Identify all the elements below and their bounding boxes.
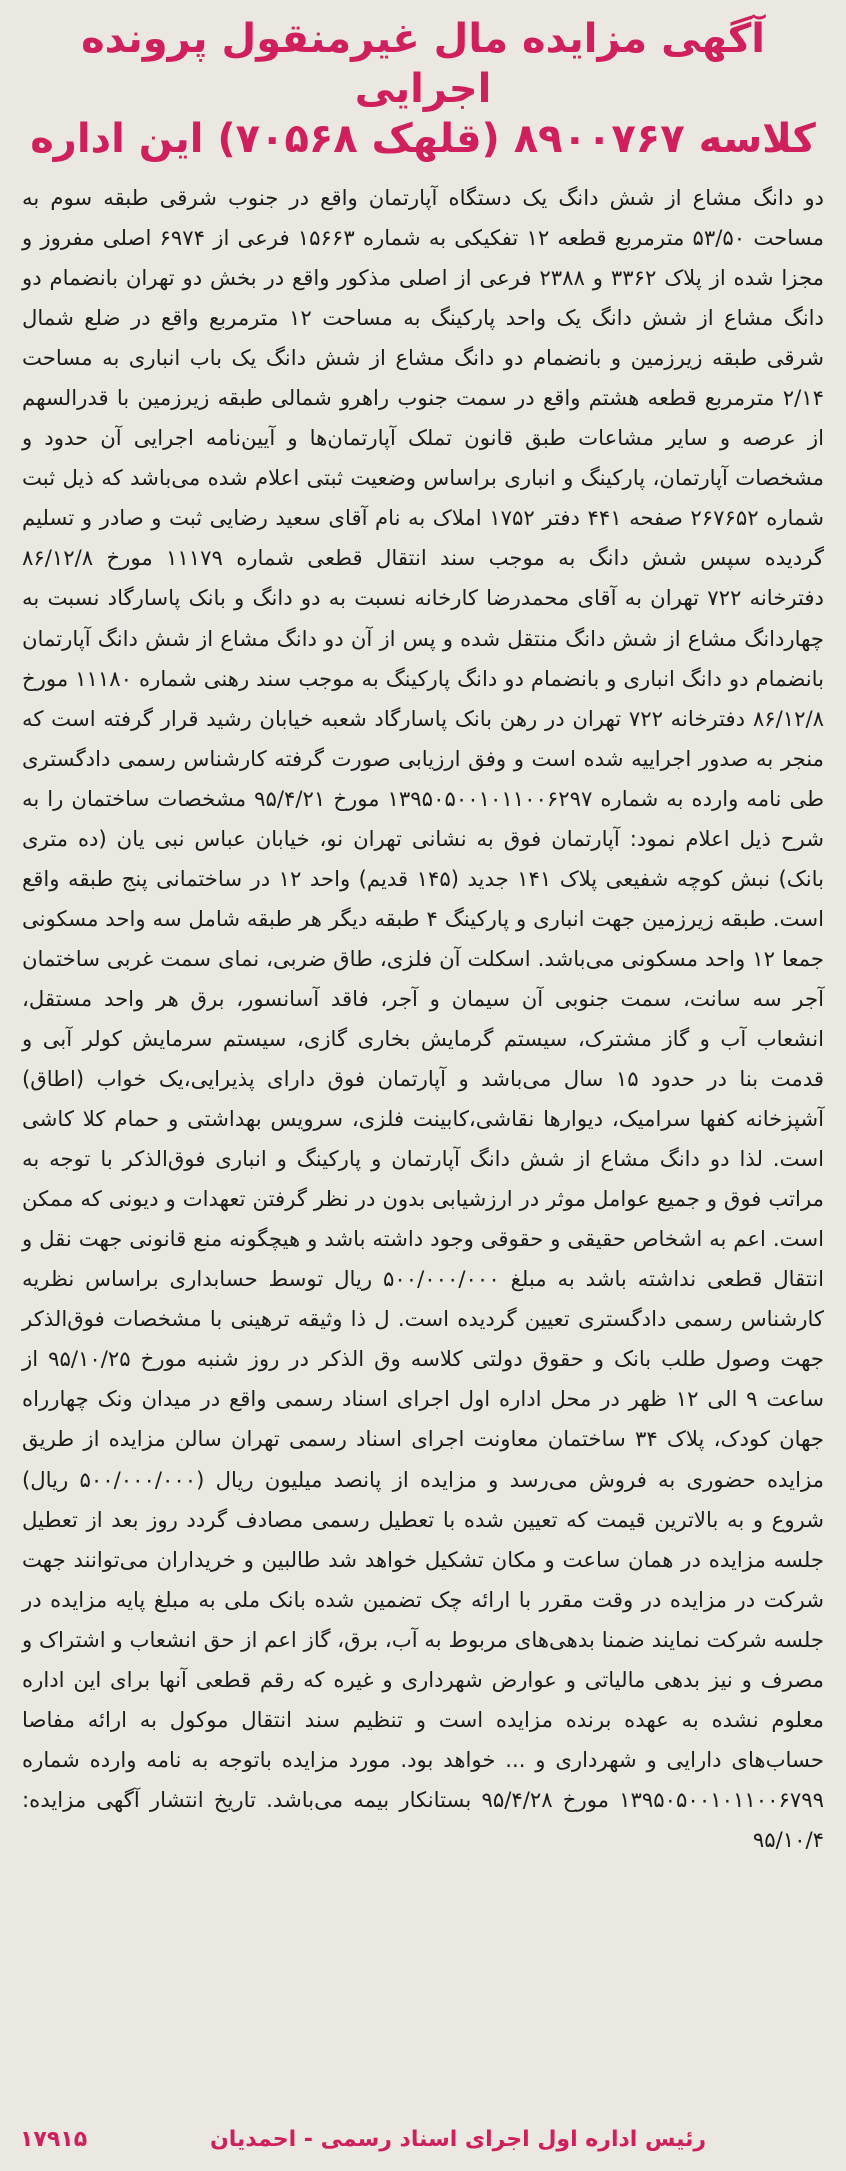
notice-body: دو دانگ مشاع از شش دانگ یک دستگاه آپارتمان واقع در جنوب شرقی طبقه سوم به مساحت ۵۳/۵۰ مترمربع قطعه ۱۲ تفکیکی به شماره ۱۵۶۶۳ فرعی از ۶۹۷۴ اصلی مفروز و مجزا شده از پلاک ۳۳۶۲ و ۲۳۸۸ فرعی از اصلی مذکور واقع در بخش دو تهران بانضمام دو دانگ مشاع از شش دانگ یک واحد پارکینگ به مساحت ۱۲ مترمربع واقع در ضلع شمال شرقی طبقه زیرزمین و بانضمام دو دانگ مشاع از شش دانگ یک باب انباری به مساحت ۲/۱۴ مترمربع قطعه هشتم واقع در سمت جنوب راهرو شمالی طبقه زیرزمین با قدرالسهم از عرصه و سایر مشاعات طبق قانون تملک آپارتمان‌ها و آیین‌نامه اجرایی آن حدود و مشخصات آپارتمان، پارکینگ و انباری براساس وضعیت ثبتی اعلام شده می‌باشد که ذیل ثبت شماره ۲۶۷۶۵۲ صفحه ۴۴۱ دفتر ۱۷۵۲ املاک به نام آقای سعید رضایی ثبت و صادر و تسلیم گردیده سپس شش دانگ به موجب سند انتقال قطعی شماره ۱۱۱۷۹ مورخ ۸۶/۱۲/۸ دفترخانه ۷۲۲ تهران به آقای محمدرضا کارخانه نسبت به دو دانگ و بانک پاسارگاد نسبت به چهاردانگ مشاع از شش دانگ منتقل شده و پس از آن دو دانگ مشاع از شش دانگ آپارتمان بانضمام دو دانگ انباری و بانضمام دو دانگ پارکینگ به موجب سند رهنی شماره ۱۱۱۸۰ مورخ ۸۶/۱۲/۸ دفترخانه ۷۲۲ تهران در رهن بانک پاسارگاد شعبه خیابان رشید قرار گرفته است که منجر به صدور اجراییه شده است و وفق ارزیابی صورت گرفته کارشناس رسمی دادگستری طی نامه وارده به شماره ۱۳۹۵۰۵۰۰۱۰۱۱۰۰۶۲۹۷ مورخ ۹۵/۴/۲۱ مشخصات ساختمان را به شرح ذیل اعلام نمود: آپارتمان فوق به نشانی تهران نو، خیابان عباس نبی یان (ده متری بانک) نبش کوچه شفیعی پلاک ۱۴۱ جدید (۱۴۵ قدیم) واحد ۱۲ در ساختمانی پنج طبقه واقع است. طبقه زیرزمین جهت انباری و پارکینگ ۴ طبقه دیگر هر طبقه شامل سه واحد مسکونی جمعا ۱۲ واحد مسکونی می‌باشد. اسکلت آن فلزی، طاق ضربی، نمای سمت غربی ساختمان آجر سه سانت، سمت جنوبی آن سیمان و آجر، فاقد آسانسور، برق هر واحد مستقل، انشعاب آب و گاز مشترک، سیستم گرمایش بخاری گازی، سیستم سرمایش کولر آبی و قدمت بنا در حدود ۱۵ سال می‌باشد و آپارتمان فوق دارای پذیرایی،یک خواب (اطاق) آشپزخانه کفها سرامیک، دیوارها نقاشی،کابینت فلزی، سرویس بهداشتی و حمام کلا کاشی است. لذا دو دانگ مشاع از شش دانگ آپارتمان و پارکینگ و انباری فوق‌الذکر با توجه به مراتب فوق و جمیع عوامل موثر در ارزشیابی بدون در نظر گرفتن تعهدات و دیونی که ممکن است. اعم به اشخاص حقیقی و حقوقی وجود داشته باشد و هیچگونه منع قانونی جهت نقل و انتقال قطعی نداشته باشد به مبلغ ۵۰۰/۰۰۰/۰۰۰ ریال توسط حسابداری براساس نظریه کارشناس رسمی دادگستری تعیین گردیده است. ل ذا وثیقه ترهینی با مشخصات فوق‌الذکر جهت وصول طلب بانک و حقوق دولتی کلاسه وق الذکر در روز شنبه مورخ ۹۵/۱۰/۲۵ از ساعت ۹ الی ۱۲ ظهر در محل اداره اول اجرای اسناد رسمی واقع در میدان ونک چهارراه جهان کودک، پلاک ۳۴ ساختمان معاونت اجرای اسناد رسمی تهران سالن مزایده از طریق مزایده حضوری به فروش می‌رسد و مزایده از پانصد میلیون ریال (۵۰۰/۰۰۰/۰۰۰ ریال) شروع و به بالاترین قیمت که تعیین شده با تعطیل رسمی مصادف گردد روز بعد از تعطیل جلسه مزایده در همان ساعت و مکان تشکیل خواهد شد طالبین و خریداران می‌توانند جهت شرکت در مزایده در وقت مقرر با ارائه چک تضمین شده بانک ملی به مبلغ پایه مزایده در جلسه شرکت نمایند ضمنا بدهی‌های مربوط به آب، برق، گاز اعم از حق انشعاب و اشتراک و مصرف و نیز بدهی مالیاتی و عوارض شهرداری و غیره که رقم قطعی آنها برای این اداره معلوم نشده به عهده برنده مزایده است و تنظیم سند انتقال موکول به ارائه مفاصا حساب‌های دارایی و شهرداری و ... خواهد بود. مورد مزایده باتوجه به نامه وارده شماره ۱۳۹۵۰۵۰۰۱۰۱۱۰۰۶۷۹۹ مورخ ۹۵/۴/۲۸ بستانکار بیمه می‌باشد. تاریخ انتشار آگهی مزایده: ۹۵/۱۰/۴ <box>22 185 825 1852</box>
notice-code: ۱۷۹۱۵ <box>20 2126 88 2152</box>
notice-title-line-1: آگهی مزایده مال غیرمنقول پرونده اجرایی <box>81 16 765 112</box>
notice-title-line-2: کلاسه ۸۹۰۰۷۶۷ (قلهک ۷۰۵۶۸) این اداره <box>30 116 816 162</box>
signature-line: رئیس اداره اول اجرای اسناد رسمی - احمدیان <box>209 2126 706 2152</box>
notice-footer <box>20 2119 826 2159</box>
